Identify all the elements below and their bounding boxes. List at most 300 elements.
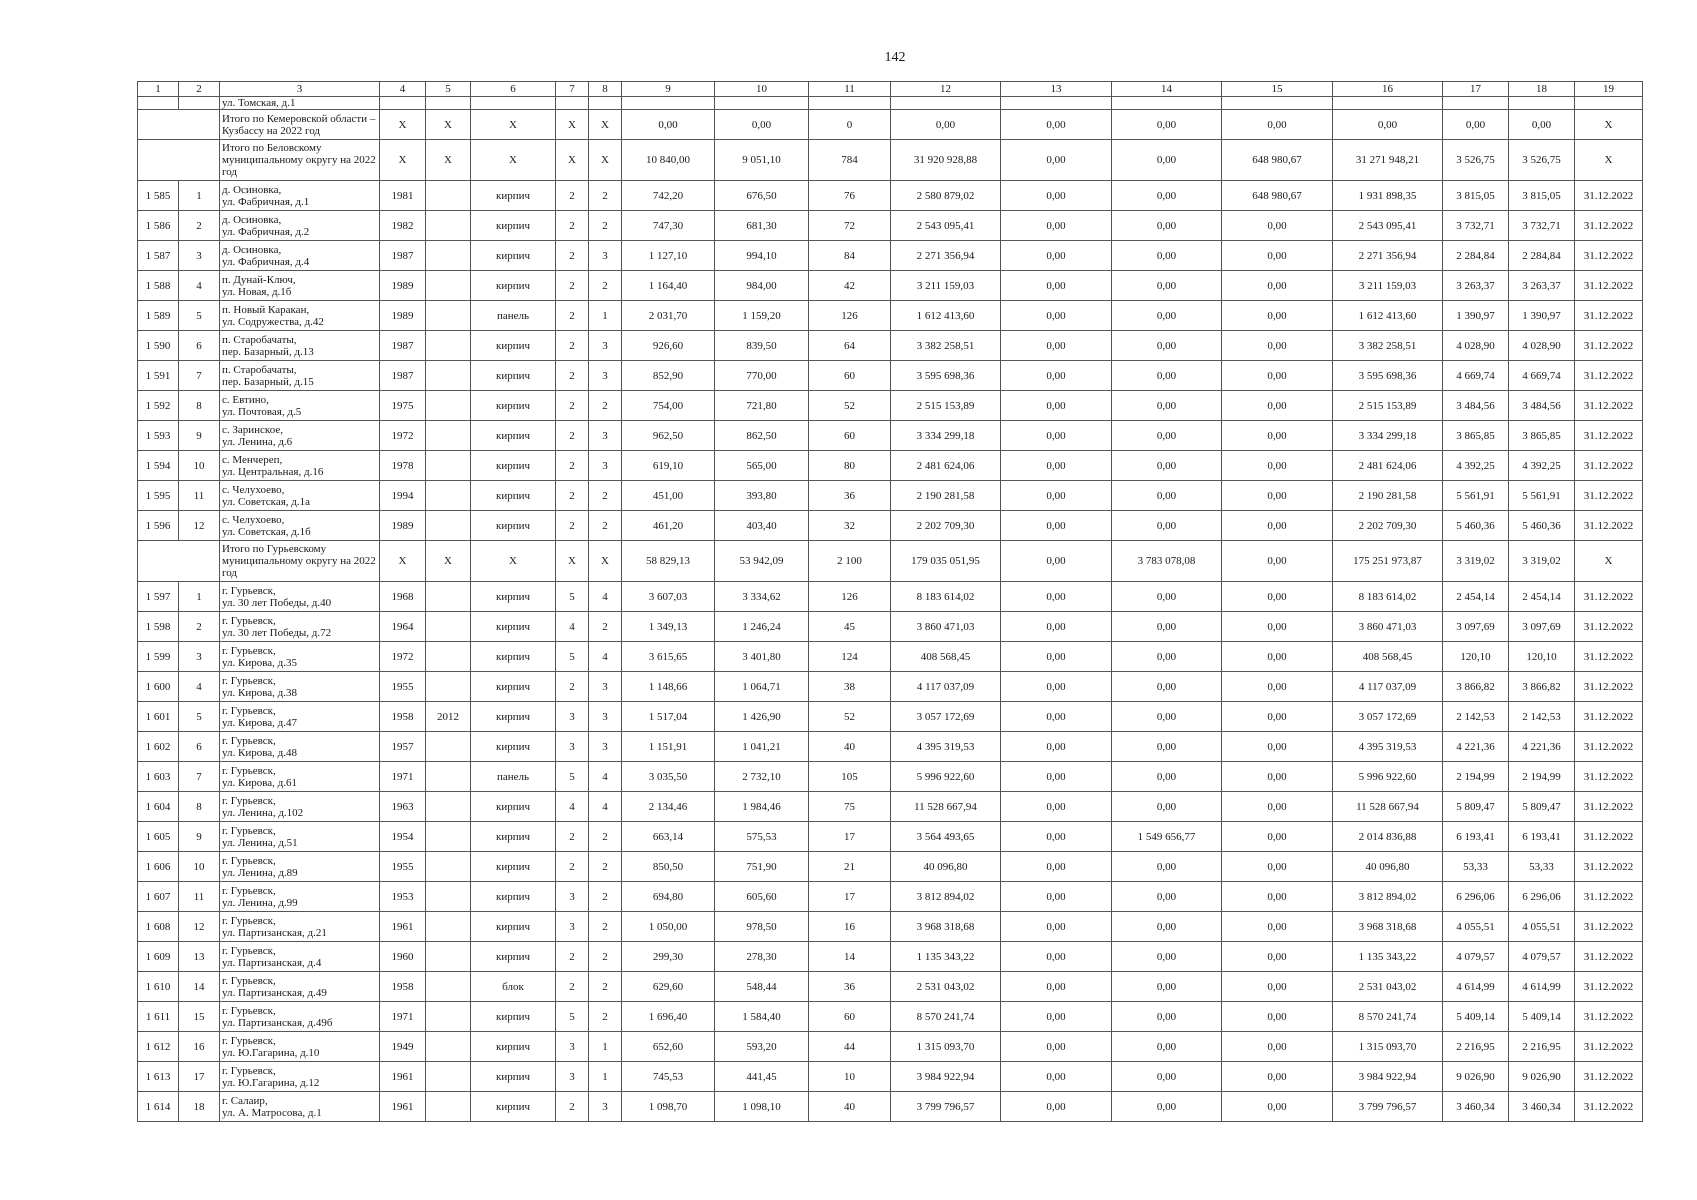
table-cell: 3 [589,672,622,702]
table-cell: 17 [809,822,891,852]
column-number: 3 [220,82,380,97]
table-cell: 1 041,21 [715,732,809,762]
table-cell: 58 829,13 [622,541,715,582]
address-street: ул. Партизанская, д.49 [222,986,327,999]
table-cell: 3 319,02 [1509,541,1575,582]
table-cell: 2 515 153,89 [1333,391,1443,421]
address-cell [220,642,380,672]
table-cell: 2 [589,972,622,1002]
table-cell: кирпич [471,732,556,762]
table-cell: 403,40 [715,511,809,541]
table-cell: 40 096,80 [891,852,1001,882]
table-cell: 10 [179,852,220,882]
column-number: 14 [1112,82,1222,97]
table-cell [138,541,220,582]
table-cell: кирпич [471,481,556,511]
table-cell: 0,00 [715,110,809,140]
column-number: 2 [179,82,220,97]
table-cell: 0,00 [1001,582,1112,612]
table-cell: 1994 [380,481,426,511]
table-row [138,421,1643,451]
table-cell: 5 [556,642,589,672]
table-cell: 6 [179,732,220,762]
table-cell: кирпич [471,1062,556,1092]
table-cell: 12 [179,511,220,541]
table-row [138,451,1643,481]
address-locality: г. Гурьевск, [222,794,276,807]
address-cell [220,732,380,762]
table-cell: 2 454,14 [1443,582,1509,612]
table-cell: 1 594 [138,451,179,481]
column-number: 19 [1575,82,1643,97]
table-cell: 2 [556,672,589,702]
table-cell: 38 [809,672,891,702]
table-cell: 9 026,90 [1509,1062,1575,1092]
table-cell: 3 [589,451,622,481]
table-cell: 0,00 [1001,331,1112,361]
table-cell: 1978 [380,451,426,481]
address-locality: г. Гурьевск, [222,974,276,987]
table-cell: 15 [179,1002,220,1032]
table-cell: 3 812 894,02 [891,882,1001,912]
table-cell: 0,00 [1112,762,1222,792]
address-street: ул. Кирова, д.47 [222,716,298,729]
table-cell: 1 148,66 [622,672,715,702]
table-cell: 1989 [380,511,426,541]
column-number: 12 [891,82,1001,97]
table-cell: 0,00 [1001,241,1112,271]
table-row [138,732,1643,762]
housing-register-table [137,81,1643,1122]
table-cell: 31.12.2022 [1575,702,1643,732]
table-cell [138,110,220,140]
table-cell: 52 [809,391,891,421]
table-cell: 648 980,67 [1222,140,1333,181]
table-cell: 4 395 319,53 [1333,732,1443,762]
table-cell: 4 117 037,09 [1333,672,1443,702]
table-cell: 2 216,95 [1509,1032,1575,1062]
table-cell: кирпич [471,421,556,451]
address-street: пер. Базарный, д.13 [222,345,314,358]
table-cell [426,1032,471,1062]
table-cell: 1982 [380,211,426,241]
table-cell: 2 142,53 [1443,702,1509,732]
address-cell [220,511,380,541]
table-cell: 1 600 [138,672,179,702]
table-cell: 3 595 698,36 [891,361,1001,391]
table-cell: 0,00 [1112,391,1222,421]
table-cell: 8 570 241,74 [891,1002,1001,1032]
table-cell: 2 [556,421,589,451]
table-cell: 1 597 [138,582,179,612]
address-cell [220,421,380,451]
column-number: 18 [1509,82,1575,97]
address-locality: с. Евтино, [222,393,269,406]
table-cell [426,642,471,672]
table-cell: 1 [589,1032,622,1062]
table-cell: 3 815,05 [1509,181,1575,211]
table-cell: 1 598 [138,612,179,642]
table-cell: 9 [179,421,220,451]
table-cell: 0,00 [1222,1062,1333,1092]
column-number: 15 [1222,82,1333,97]
table-cell: 694,80 [622,882,715,912]
table-cell: 0,00 [1333,110,1443,140]
table-row [138,762,1643,792]
table-cell: 31.12.2022 [1575,1062,1643,1092]
table-cell: 31 920 928,88 [891,140,1001,181]
table-cell: 1 135 343,22 [891,942,1001,972]
table-row [138,1032,1643,1062]
table-cell: 0,00 [1001,642,1112,672]
table-cell: 3 860 471,03 [1333,612,1443,642]
table-cell [138,140,220,181]
table-cell: 8 570 241,74 [1333,1002,1443,1032]
table-cell: 3 783 078,08 [1112,541,1222,582]
table-cell: 3 211 159,03 [1333,271,1443,301]
table-cell: 4 055,51 [1509,912,1575,942]
table-cell: 0,00 [1001,421,1112,451]
table-cell: 681,30 [715,211,809,241]
table-cell: 4 [589,792,622,822]
table-cell: 0,00 [1222,822,1333,852]
table-cell: 0,00 [1222,1002,1333,1032]
table-cell [1509,97,1575,110]
table-cell: 4 614,99 [1509,972,1575,1002]
table-cell: 4 395 319,53 [891,732,1001,762]
table-cell: 1 931 898,35 [1333,181,1443,211]
table-cell: 3 [179,241,220,271]
table-cell: 2 202 709,30 [1333,511,1443,541]
table-cell [426,211,471,241]
table-cell: 11 [179,882,220,912]
table-cell: кирпич [471,702,556,732]
table-cell: 3 334 299,18 [891,421,1001,451]
table-cell: 1 [589,301,622,331]
table-cell: 3 097,69 [1443,612,1509,642]
table-cell: 31.12.2022 [1575,582,1643,612]
column-number: 5 [426,82,471,97]
column-number: 9 [622,82,715,97]
column-number-row [138,82,1643,97]
subtotal-row [138,140,1643,181]
table-cell: 5 409,14 [1443,1002,1509,1032]
table-cell: 1 602 [138,732,179,762]
table-cell: 3 968 318,68 [891,912,1001,942]
table-cell: 60 [809,421,891,451]
table-cell: X [556,140,589,181]
table-cell: 721,80 [715,391,809,421]
table-cell: 1 696,40 [622,1002,715,1032]
table-cell: 1981 [380,181,426,211]
table-cell: 42 [809,271,891,301]
table-cell: 0,00 [1112,421,1222,451]
address-cell [220,181,380,211]
address-street: пер. Базарный, д.15 [222,375,314,388]
table-cell [426,822,471,852]
table-cell [1001,97,1112,110]
table-cell [426,942,471,972]
table-cell: 40 [809,732,891,762]
table-cell: 3 [589,241,622,271]
table-cell: 0,00 [1112,140,1222,181]
table-cell: 0,00 [1112,642,1222,672]
table-cell: 0,00 [1001,972,1112,1002]
table-cell: 31.12.2022 [1575,762,1643,792]
table-cell: 31.12.2022 [1575,271,1643,301]
table-cell: 1 050,00 [622,912,715,942]
table-cell: 3 [556,1032,589,1062]
table-cell: 2 531 043,02 [891,972,1001,1002]
table-cell: 5 [179,301,220,331]
table-cell: 36 [809,481,891,511]
table-cell: 1 426,90 [715,702,809,732]
table-cell: 0 [809,110,891,140]
table-cell: 629,60 [622,972,715,1002]
table-cell: 1955 [380,852,426,882]
table-cell: 1949 [380,1032,426,1062]
table-row [138,1062,1643,1092]
table-cell: 4 [589,642,622,672]
address-cell [220,1062,380,1092]
table-cell: 3 [556,912,589,942]
table-cell: 0,00 [1112,732,1222,762]
table-cell: 742,20 [622,181,715,211]
table-cell: 2 142,53 [1509,702,1575,732]
address-cell [220,1092,380,1122]
table-cell: 4 221,36 [1509,732,1575,762]
table-cell: 31.12.2022 [1575,942,1643,972]
table-cell [715,97,809,110]
table-cell: 0,00 [1112,181,1222,211]
table-cell: 126 [809,582,891,612]
table-cell: 2 481 624,06 [891,451,1001,481]
table-cell: 0,00 [1001,110,1112,140]
table-cell: 6 193,41 [1443,822,1509,852]
table-cell: 4 392,25 [1443,451,1509,481]
table-cell: 593,20 [715,1032,809,1062]
table-cell: 2 271 356,94 [1333,241,1443,271]
table-cell: 4 [589,582,622,612]
table-cell: 3 865,85 [1509,421,1575,451]
table-cell: 784 [809,140,891,181]
table-cell: 6 [179,331,220,361]
table-cell: 2 194,99 [1509,762,1575,792]
table-cell: 1971 [380,1002,426,1032]
table-cell: 1 098,10 [715,1092,809,1122]
table-cell: 1961 [380,912,426,942]
table-cell: 3 984 922,94 [1333,1062,1443,1092]
table-cell: кирпич [471,391,556,421]
table-cell: 0,00 [1222,331,1333,361]
table-cell: 565,00 [715,451,809,481]
table-cell: 0,00 [1222,642,1333,672]
subtotal-label: Итого по Гурьевскому муниципальному округу на 2022 год [220,541,380,582]
table-cell: 0,00 [1112,882,1222,912]
table-cell: 2 [589,822,622,852]
table-cell [426,181,471,211]
table-cell: 44 [809,1032,891,1062]
table-cell: 0,00 [1001,612,1112,642]
table-cell: 3 484,56 [1443,391,1509,421]
table-cell: 0,00 [1001,271,1112,301]
table-cell: 3 526,75 [1509,140,1575,181]
table-cell [426,912,471,942]
table-cell: 6 193,41 [1509,822,1575,852]
table-row [138,702,1643,732]
table-cell: 64 [809,331,891,361]
table-cell: 962,50 [622,421,715,451]
table-cell: 2 515 153,89 [891,391,1001,421]
table-cell: 53 942,09 [715,541,809,582]
table-cell: 1 610 [138,972,179,1002]
address-street: ул. Кирова, д.48 [222,746,298,759]
table-row [138,391,1643,421]
table-cell: 7 [179,361,220,391]
table-cell: кирпич [471,882,556,912]
column-number: 7 [556,82,589,97]
table-cell: 8 183 614,02 [1333,582,1443,612]
address-street: ул. Партизанская, д.21 [222,926,327,939]
table-cell: 0,00 [1112,511,1222,541]
column-number: 17 [1443,82,1509,97]
table-row [138,612,1643,642]
address-street: ул. Фабричная, д.4 [222,255,310,268]
subtotal-label: Итого по Кемеровской области – Кузбассу на 2022 год [220,110,380,140]
table-cell: 2 [589,942,622,972]
table-cell: 1 585 [138,181,179,211]
table-cell: 0,00 [1112,211,1222,241]
table-cell: 5 996 922,60 [891,762,1001,792]
table-cell: 2 [556,271,589,301]
table-cell: 60 [809,361,891,391]
table-cell: 754,00 [622,391,715,421]
table-cell: X [556,541,589,582]
table-cell [138,97,179,110]
table-cell: 14 [809,942,891,972]
table-cell: 2 [589,271,622,301]
table-cell: кирпич [471,1032,556,1062]
table-cell: 2 [556,942,589,972]
table-cell: 1 606 [138,852,179,882]
table-cell: 0,00 [1112,301,1222,331]
table-cell: 2 216,95 [1443,1032,1509,1062]
table-cell: 10 840,00 [622,140,715,181]
table-cell: 984,00 [715,271,809,301]
table-cell: 6 296,06 [1509,882,1575,912]
table-cell: 31.12.2022 [1575,511,1643,541]
address-cell [220,972,380,1002]
table-cell [426,481,471,511]
table-cell: 3 564 493,65 [891,822,1001,852]
table-cell: 17 [179,1062,220,1092]
table-cell: 0,00 [1112,612,1222,642]
table-row [138,271,1643,301]
address-cell [220,702,380,732]
table-row [138,942,1643,972]
table-cell: 31.12.2022 [1575,912,1643,942]
table-cell [426,612,471,642]
table-cell: 619,10 [622,451,715,481]
table-cell: 852,90 [622,361,715,391]
table-cell: 2 [589,1002,622,1032]
table-cell [426,301,471,331]
table-cell: 31.12.2022 [1575,732,1643,762]
table-cell: 2 271 356,94 [891,241,1001,271]
table-cell: 648 980,67 [1222,181,1333,211]
table-cell [426,97,471,110]
subtotal-row [138,110,1643,140]
address-cell [220,1032,380,1062]
table-cell: 3 [589,331,622,361]
table-cell: 4 [556,792,589,822]
table-cell: 45 [809,612,891,642]
table-cell: 2 [556,481,589,511]
table-cell [1112,97,1222,110]
table-cell: 3 984 922,94 [891,1062,1001,1092]
table-cell: 4 669,74 [1509,361,1575,391]
table-cell: 441,45 [715,1062,809,1092]
table-cell: 1 612 413,60 [891,301,1001,331]
table-cell: 1 151,91 [622,732,715,762]
table-cell: кирпич [471,211,556,241]
table-cell: 0,00 [1001,451,1112,481]
table-cell: 1987 [380,331,426,361]
table-cell: 2 454,14 [1509,582,1575,612]
column-number: 16 [1333,82,1443,97]
table-cell: 1 608 [138,912,179,942]
table-cell: X [1575,140,1643,181]
table-cell: 5 460,36 [1443,511,1509,541]
table-cell: 0,00 [1222,1092,1333,1122]
table-cell: 1 593 [138,421,179,451]
address-locality: д. Осиновка, [222,243,282,256]
table-cell: 0,00 [1001,762,1112,792]
table-cell: 663,14 [622,822,715,852]
table-cell: 0,00 [1001,211,1112,241]
table-cell [426,451,471,481]
table-cell: 0,00 [1509,110,1575,140]
table-cell: X [380,140,426,181]
table-cell: 1955 [380,672,426,702]
table-cell: 2 [589,882,622,912]
table-cell [426,852,471,882]
address-street: ул. Ленина, д.102 [222,806,304,819]
table-cell: 2 [556,391,589,421]
table-cell: 1 614 [138,1092,179,1122]
table-cell [1443,97,1509,110]
address-street: ул. Кирова, д.35 [222,656,298,669]
table-cell: 1 601 [138,702,179,732]
address-street: ул. Содружества, д.42 [222,315,324,328]
table-cell: 1 549 656,77 [1112,822,1222,852]
table-cell: 1989 [380,301,426,331]
table-cell: 605,60 [715,882,809,912]
table-row [138,211,1643,241]
table-cell: 31.12.2022 [1575,241,1643,271]
address-street: ул. Партизанская, д.49б [222,1016,333,1029]
table-cell: 0,00 [1222,672,1333,702]
table-cell: 126 [809,301,891,331]
table-cell: 31.12.2022 [1575,1092,1643,1122]
address-locality: г. Гурьевск, [222,674,276,687]
table-cell: 7 [179,762,220,792]
table-cell: 9 051,10 [715,140,809,181]
table-cell: 0,00 [1001,882,1112,912]
address-locality: п. Старобачаты, [222,333,297,346]
table-cell: 0,00 [1112,1032,1222,1062]
table-cell: 850,50 [622,852,715,882]
